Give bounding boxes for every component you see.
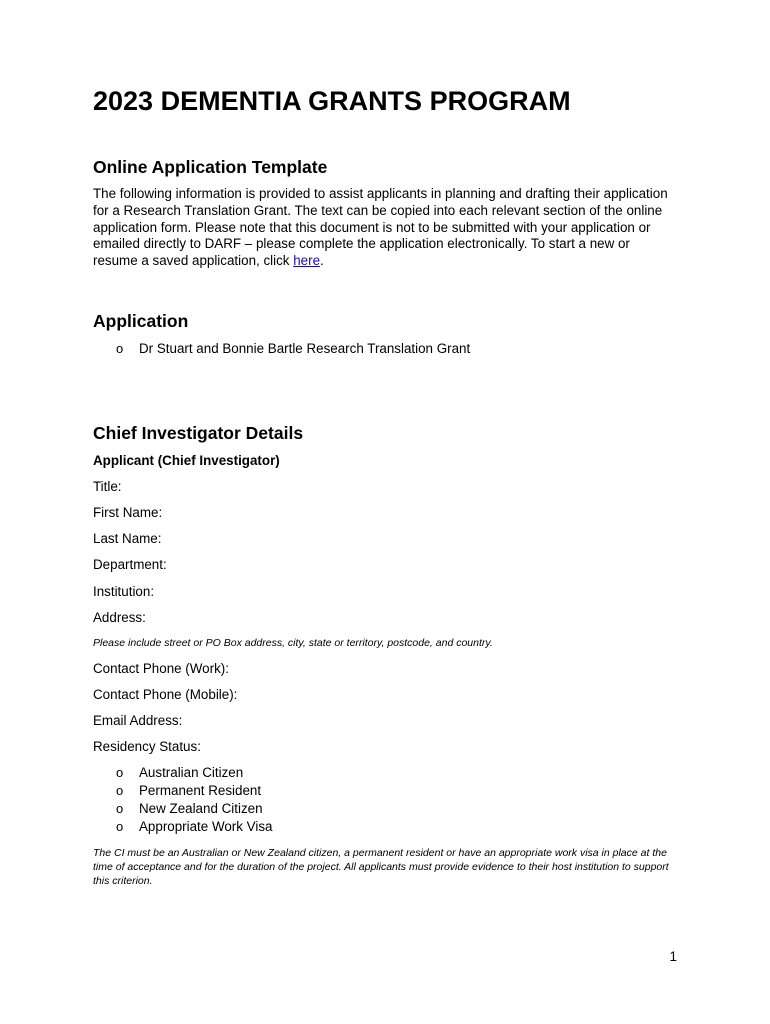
- residency-options-list: [116, 765, 272, 837]
- section-heading-chief-investigator: Chief Investigator Details: [93, 423, 304, 443]
- bullet-marker: o: [116, 819, 124, 834]
- residency-option-text: New Zealand Citizen: [139, 801, 263, 816]
- section-heading-application: Application: [93, 311, 189, 331]
- residency-option-text: Australian Citizen: [139, 765, 244, 780]
- list-item-text: Dr Stuart and Bonnie Bartle Research Translation Grant: [139, 341, 471, 356]
- intro-end: .: [320, 253, 324, 269]
- field-label-first-name: First Name:: [93, 505, 163, 520]
- list-item: [116, 801, 272, 819]
- field-label-institution: Institution:: [93, 584, 155, 599]
- field-label-address: Address:: [93, 610, 146, 625]
- applicant-subheading: Applicant (Chief Investigator): [93, 453, 280, 468]
- residency-note: The CI must be an Australian or New Zealand citizen, a permanent resident or have an appropriate work visa in place at the time of acceptance and for the duration of the project. All applicants must provide evidence to their host institution to support this criterion.: [93, 847, 669, 887]
- here-link[interactable]: here: [293, 253, 321, 269]
- bullet-marker: o: [116, 341, 124, 356]
- field-label-email: Email Address:: [93, 713, 183, 728]
- section-heading-online-template: Online Application Template: [93, 157, 328, 177]
- list-item: [116, 341, 470, 359]
- page-number: 1: [669, 949, 677, 964]
- field-label-phone-work: Contact Phone (Work):: [93, 661, 229, 676]
- list-item: [116, 765, 272, 783]
- intro-paragraph: [93, 186, 673, 270]
- field-label-title: Title:: [93, 479, 122, 494]
- bullet-marker: o: [116, 801, 124, 816]
- application-list: [116, 341, 470, 359]
- field-label-phone-mobile: Contact Phone (Mobile):: [93, 687, 238, 702]
- list-item: [116, 819, 272, 837]
- field-label-residency: Residency Status:: [93, 739, 201, 754]
- address-note: Please include street or PO Box address, city, state or territory, postcode, and country.: [93, 637, 493, 649]
- field-label-last-name: Last Name:: [93, 531, 162, 546]
- intro-text: The following information is provided to assist applicants in planning and drafting their application for a Research Translation Grant. The text can be copied into each relevant section of the online application form. Please note that this document is not to be submitted with your application or emailed directly to DARF – please complete the application electronically. To start a new or resume a saved application, click: [93, 186, 668, 269]
- page-title: 2023 DEMENTIA GRANTS PROGRAM: [93, 86, 571, 116]
- list-item: [116, 783, 272, 801]
- field-label-department: Department:: [93, 557, 167, 572]
- residency-option-text: Permanent Resident: [139, 783, 262, 798]
- residency-option-text: Appropriate Work Visa: [139, 819, 273, 834]
- bullet-marker: o: [116, 783, 124, 798]
- bullet-marker: o: [116, 765, 124, 780]
